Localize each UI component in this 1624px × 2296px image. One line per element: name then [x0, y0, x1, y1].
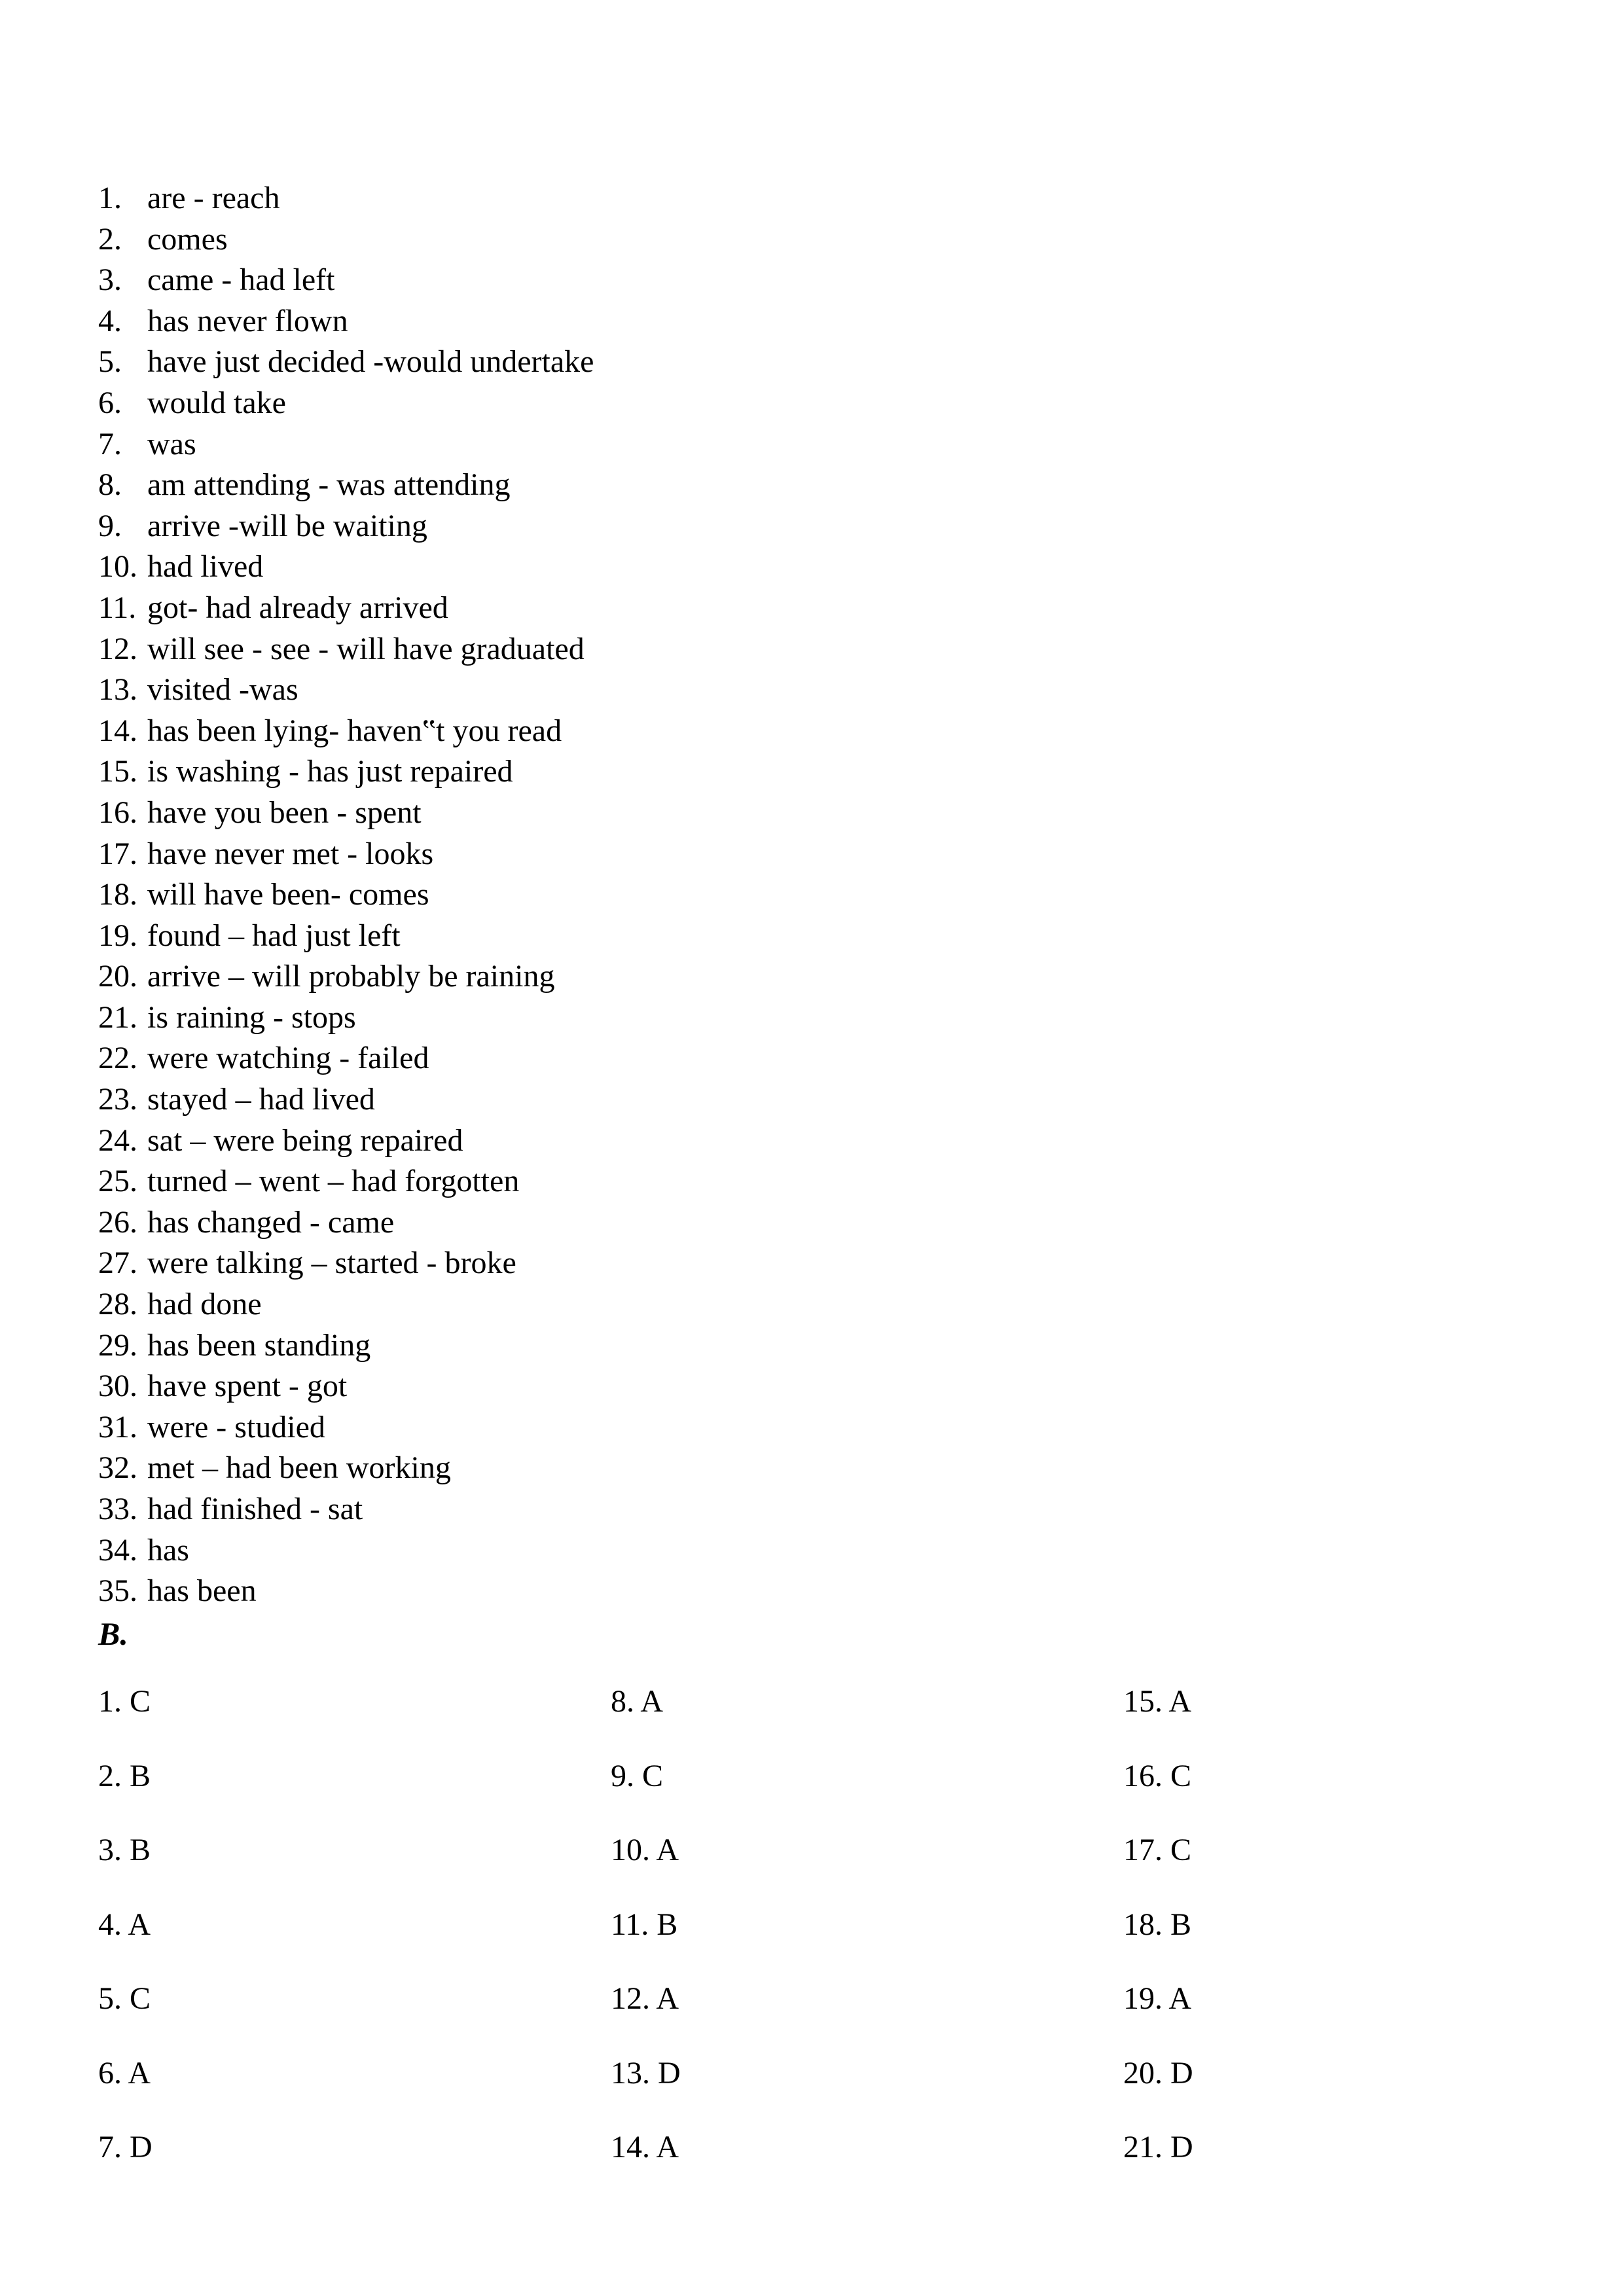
- answer-item: [98, 383, 594, 424]
- answer-text: sat – were being repaired: [147, 1122, 463, 1158]
- answer-item: [98, 1161, 594, 1202]
- mc-answer: 1. C: [98, 1684, 151, 1719]
- mc-row: [98, 1682, 1538, 1757]
- answer-item: [98, 1530, 594, 1571]
- mc-row: [98, 1831, 1538, 1905]
- mc-row: [98, 1757, 1538, 1831]
- answer-number: 26.: [98, 1204, 137, 1240]
- answer-item: [98, 547, 594, 588]
- mc-row: [98, 2054, 1538, 2128]
- answer-item: [98, 1571, 594, 1612]
- answer-text: turned – went – had forgotten: [147, 1164, 520, 1199]
- mc-answer: 13. D: [611, 2055, 681, 2090]
- answer-item: [98, 834, 594, 875]
- mc-answer: 11. B: [611, 1907, 678, 1942]
- section-b-answer-grid: [98, 1682, 1538, 2202]
- mc-row: [98, 2128, 1538, 2202]
- answer-text: met – had been working: [147, 1450, 451, 1486]
- answer-text: stayed – had lived: [147, 1082, 375, 1117]
- answer-item: [98, 1202, 594, 1244]
- mc-answer: 6. A: [98, 2055, 151, 2090]
- answer-item: [98, 793, 594, 834]
- answer-text: has changed - came: [147, 1204, 395, 1240]
- mc-answer: 19. A: [1123, 1981, 1192, 2016]
- answer-number: 31.: [98, 1409, 137, 1444]
- mc-answer: 10. A: [611, 1833, 679, 1867]
- answer-number: 10.: [98, 549, 137, 584]
- mc-answer: 12. A: [611, 1981, 679, 2016]
- mc-answer: 20. D: [1123, 2055, 1193, 2090]
- answer-text: were watching - failed: [147, 1041, 429, 1076]
- answer-number: 29.: [98, 1327, 137, 1363]
- answer-text: have just decided -would undertake: [147, 344, 594, 380]
- answer-number: 23.: [98, 1082, 137, 1117]
- answer-text: came - had left: [147, 262, 335, 298]
- answer-number: 25.: [98, 1164, 137, 1199]
- answer-number: 24.: [98, 1122, 137, 1158]
- mc-answer: 4. A: [98, 1907, 151, 1942]
- answer-number: 32.: [98, 1450, 137, 1486]
- answer-text: was: [147, 426, 196, 461]
- answer-text: has never flown: [147, 303, 348, 338]
- answer-number: 14.: [98, 713, 137, 748]
- answer-text: is raining - stops: [147, 999, 356, 1035]
- answer-item: [98, 506, 594, 547]
- answer-item: [98, 301, 594, 342]
- answer-text: have never met - looks: [147, 836, 434, 871]
- mc-answer: 7. D: [98, 2130, 153, 2164]
- answer-item: [98, 1448, 594, 1489]
- answer-text: were - studied: [147, 1409, 325, 1444]
- answer-number: 21.: [98, 999, 137, 1035]
- answer-text: has: [147, 1532, 189, 1568]
- answer-number: 1.: [98, 181, 122, 215]
- answer-text: got- had already arrived: [147, 590, 448, 625]
- mc-answer: 2. B: [98, 1758, 151, 1793]
- answer-text: have spent - got: [147, 1369, 348, 1404]
- mc-answer: 21. D: [1123, 2130, 1193, 2164]
- answer-number: 35.: [98, 1573, 137, 1609]
- mc-answer: 5. C: [98, 1981, 151, 2016]
- answer-item: [98, 219, 594, 260]
- answer-item: [98, 670, 594, 711]
- answer-text: had done: [147, 1287, 262, 1322]
- mc-answer: 8. A: [611, 1684, 664, 1719]
- mc-row: [98, 1905, 1538, 1980]
- answer-text: am attending - was attending: [147, 467, 511, 503]
- mc-answer: 15. A: [1123, 1684, 1192, 1719]
- answer-number: 7.: [98, 426, 122, 461]
- answer-number: 9.: [98, 508, 122, 543]
- answer-text: were talking – started - broke: [147, 1246, 516, 1281]
- answer-number: 19.: [98, 918, 137, 953]
- answer-item: [98, 629, 594, 670]
- mc-row: [98, 1979, 1538, 2054]
- answer-text: had lived: [147, 549, 264, 584]
- answer-item: [98, 1489, 594, 1530]
- answer-text: will have been- comes: [147, 877, 429, 912]
- answer-item: [98, 424, 594, 465]
- section-b-heading: B.: [98, 1615, 128, 1652]
- answer-number: 11.: [98, 590, 137, 625]
- answer-item: [98, 465, 594, 506]
- answer-text: will see - see - will have graduated: [147, 631, 585, 666]
- answer-number: 27.: [98, 1246, 137, 1281]
- mc-answer: 17. C: [1123, 1833, 1192, 1867]
- answer-number: 3.: [98, 262, 122, 298]
- answer-item: [98, 588, 594, 629]
- answer-item: [98, 916, 594, 957]
- mc-answer: 18. B: [1123, 1907, 1192, 1942]
- mc-answer: 3. B: [98, 1833, 151, 1867]
- answer-text: has been standing: [147, 1327, 371, 1363]
- mc-answer: 9. C: [611, 1758, 664, 1793]
- answer-item: [98, 997, 594, 1039]
- answer-number: 6.: [98, 385, 122, 420]
- answer-item: [98, 1284, 594, 1325]
- answer-number: 18.: [98, 877, 137, 912]
- answer-text: found – had just left: [147, 918, 401, 953]
- answer-number: 20.: [98, 959, 137, 994]
- answer-item: [98, 1366, 594, 1407]
- answer-item: [98, 1243, 594, 1284]
- answer-item: [98, 178, 594, 219]
- answer-item: [98, 956, 594, 997]
- answer-text: is washing - has just repaired: [147, 754, 513, 789]
- answer-text: had finished - sat: [147, 1492, 363, 1526]
- answer-item: [98, 711, 594, 752]
- answer-item: [98, 1407, 594, 1448]
- answer-number: 5.: [98, 344, 122, 380]
- answer-number: 33.: [98, 1492, 137, 1526]
- answer-item: [98, 342, 594, 383]
- answer-text: are - reach: [147, 181, 280, 215]
- answer-number: 15.: [98, 754, 137, 789]
- answer-text: has been: [147, 1573, 257, 1609]
- answer-number: 13.: [98, 672, 137, 708]
- mc-answer: 16. C: [1123, 1758, 1192, 1793]
- answer-number: 2.: [98, 221, 122, 257]
- answer-text: comes: [147, 221, 228, 257]
- answer-item: [98, 1121, 594, 1162]
- answer-item: [98, 874, 594, 916]
- answer-number: 34.: [98, 1532, 137, 1568]
- answer-text: would take: [147, 385, 286, 420]
- answer-number: 8.: [98, 467, 122, 503]
- answer-item: [98, 1325, 594, 1367]
- answer-text: arrive – will probably be raining: [147, 959, 555, 994]
- answer-number: 16.: [98, 795, 137, 830]
- answer-number: 28.: [98, 1287, 137, 1322]
- answer-item: [98, 260, 594, 301]
- answer-item: [98, 751, 594, 793]
- answer-text: visited -was: [147, 672, 298, 708]
- section-a-answer-list: [98, 178, 594, 1612]
- answer-number: 17.: [98, 836, 137, 871]
- answer-number: 4.: [98, 303, 122, 338]
- answer-item: [98, 1038, 594, 1079]
- answer-text: arrive -will be waiting: [147, 508, 427, 543]
- mc-answer: 14. A: [611, 2130, 679, 2164]
- answer-item: [98, 1079, 594, 1121]
- answer-text: have you been - spent: [147, 795, 422, 830]
- answer-text: has been lying- haven‟t you read: [147, 713, 562, 748]
- answer-number: 22.: [98, 1041, 137, 1076]
- answer-number: 12.: [98, 631, 137, 666]
- answer-number: 30.: [98, 1369, 137, 1404]
